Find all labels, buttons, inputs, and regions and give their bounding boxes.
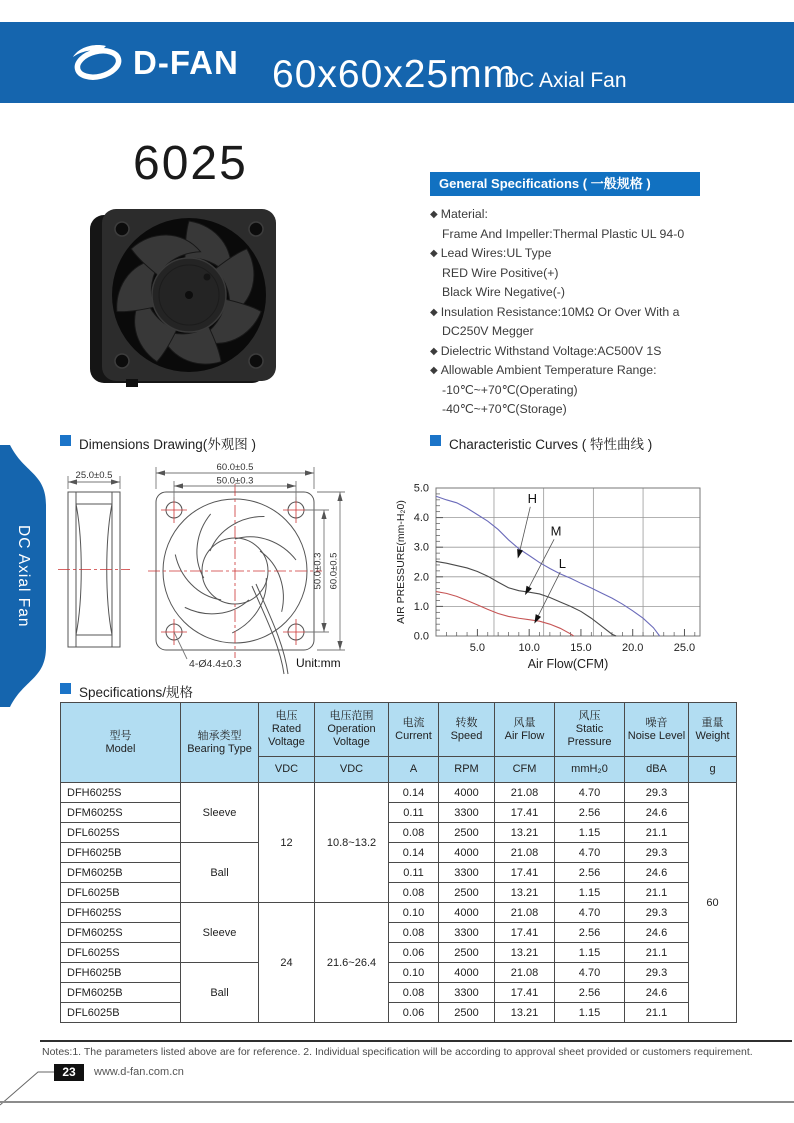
- cell: DFM6025S: [61, 923, 181, 943]
- table-row: [61, 783, 737, 803]
- cell: 17.41: [495, 803, 555, 823]
- blue-square-icon: [60, 683, 71, 694]
- table-row: [61, 903, 737, 923]
- spec-line: DC250V Megger: [442, 324, 534, 338]
- spec-line: RED Wire Positive(+): [442, 265, 559, 280]
- cell: 4.70: [555, 903, 625, 923]
- cell: DFM6025S: [61, 803, 181, 823]
- cell: DFL6025S: [61, 943, 181, 963]
- table-row: [61, 963, 737, 983]
- cell: 2500: [439, 943, 495, 963]
- general-specs-list: [430, 205, 760, 420]
- cell: 0.10: [389, 963, 439, 983]
- dimensions-drawing: [56, 460, 390, 682]
- table-row: [61, 1003, 737, 1023]
- brand-name: D-FAN: [133, 44, 239, 81]
- product-size: 60x60x25mm: [272, 53, 517, 96]
- unit-header: dBA: [625, 757, 689, 783]
- spec-line: -10℃~+70℃(Operating): [442, 382, 578, 397]
- svg-text:H: H: [527, 490, 537, 506]
- cell: 2500: [439, 1003, 495, 1023]
- characteristic-curves-chart: [392, 452, 722, 687]
- fan-swoosh-icon: [70, 42, 126, 84]
- cell-bearing: Sleeve: [181, 903, 259, 963]
- cell-range: 21.6~26.4: [315, 903, 389, 1023]
- cell: DFM6025B: [61, 983, 181, 1003]
- cell: 13.21: [495, 1003, 555, 1023]
- cell: 3300: [439, 803, 495, 823]
- cell: 0.08: [389, 823, 439, 843]
- blue-square-icon: [60, 435, 71, 446]
- unit-header: A: [389, 757, 439, 783]
- svg-text:10.0: 10.0: [518, 642, 540, 654]
- column-header: 转数 Speed: [439, 703, 495, 757]
- cell: DFL6025S: [61, 823, 181, 843]
- specifications-table: [60, 702, 737, 1023]
- column-header: 重量 Weight: [689, 703, 737, 757]
- cell-voltage: 12: [259, 783, 315, 903]
- cell: 29.3: [625, 843, 689, 863]
- cell: 24.6: [625, 863, 689, 883]
- svg-text:M: M: [550, 523, 562, 539]
- website-text: www.d-fan.com.cn: [94, 1066, 184, 1078]
- cell: DFH6025B: [61, 843, 181, 863]
- cell: 0.14: [389, 783, 439, 803]
- side-tab-label: DC Axial Fan: [15, 524, 32, 628]
- dim-width-inner-label: 50.0±0.3: [216, 475, 254, 487]
- table-row: [61, 943, 737, 963]
- spec-line: -40℃~+70℃(Storage): [442, 402, 567, 416]
- column-header: 噪音 Noise Level: [625, 703, 689, 757]
- cell: DFM6025B: [61, 863, 181, 883]
- cell: 21.08: [495, 843, 555, 863]
- unit-header: g: [689, 757, 737, 783]
- fan-product-image: [86, 203, 282, 389]
- cell: 0.06: [389, 1003, 439, 1023]
- table-row: [61, 863, 737, 883]
- spec-line: Black Wire Negative(-): [442, 285, 565, 299]
- cell: 2.56: [555, 803, 625, 823]
- top-banner: [0, 22, 794, 103]
- svg-text:5.0: 5.0: [469, 642, 486, 654]
- notes-text: Notes:1. The parameters listed above are for reference. 2. Individual specification will be according to approval sheet provided or customers requirement.: [42, 1046, 753, 1058]
- svg-text:1.0: 1.0: [413, 600, 429, 613]
- column-header: 风压 Static Pressure: [555, 703, 625, 757]
- cell: 17.41: [495, 863, 555, 883]
- cell-bearing: Sleeve: [181, 783, 259, 843]
- blue-square-icon: [430, 435, 441, 446]
- cell: 21.1: [625, 943, 689, 963]
- cell: 24.6: [625, 923, 689, 943]
- cell-voltage: 24: [259, 903, 315, 1023]
- general-specs-section: [430, 172, 760, 420]
- cell: 3300: [439, 983, 495, 1003]
- cell-range: 10.8~13.2: [315, 783, 389, 903]
- svg-text:3.0: 3.0: [413, 541, 429, 554]
- cell: 2500: [439, 883, 495, 903]
- cell: 4000: [439, 783, 495, 803]
- cell: 13.21: [495, 943, 555, 963]
- page-number-badge: 23: [54, 1064, 84, 1081]
- column-header: 电压 Rated Voltage: [259, 703, 315, 757]
- cell: 21.08: [495, 783, 555, 803]
- model-number-title: 6025: [133, 137, 248, 190]
- spec-line: Frame And Impeller:Thermal Plastic UL 94-0: [442, 226, 685, 241]
- cell: 4.70: [555, 783, 625, 803]
- cell: 0.14: [389, 843, 439, 863]
- cell: DFH6025B: [61, 963, 181, 983]
- brand-logo: [70, 42, 239, 84]
- svg-text:2.0: 2.0: [413, 571, 429, 584]
- product-type: DC Axial Fan: [504, 69, 627, 92]
- svg-text:Air Flow(CFM): Air Flow(CFM): [527, 657, 609, 671]
- cell: 13.21: [495, 883, 555, 903]
- cell: 2.56: [555, 863, 625, 883]
- cell-bearing: Ball: [181, 963, 259, 1023]
- unit-label: Unit:mm: [296, 656, 341, 670]
- cell: 1.15: [555, 1003, 625, 1023]
- table-row: [61, 823, 737, 843]
- cell: 1.15: [555, 823, 625, 843]
- cell: 1.15: [555, 943, 625, 963]
- cell: 2500: [439, 823, 495, 843]
- spec-line: ◆ Allowable Ambient Temperature Range:: [430, 363, 657, 377]
- svg-text:5.0: 5.0: [413, 482, 429, 495]
- cell: 0.08: [389, 923, 439, 943]
- column-header: 电流 Current: [389, 703, 439, 757]
- cell-bearing: Ball: [181, 843, 259, 903]
- cell: 24.6: [625, 983, 689, 1003]
- spec-line: ◆ Lead Wires:UL Type: [430, 246, 552, 260]
- cell: 0.11: [389, 803, 439, 823]
- cell: 3300: [439, 863, 495, 883]
- section-title-dimensions: Dimensions Drawing(外观图 ): [60, 433, 256, 453]
- svg-text:0.0: 0.0: [413, 630, 429, 643]
- cell: 2.56: [555, 923, 625, 943]
- cell: 4000: [439, 963, 495, 983]
- svg-text:L: L: [558, 555, 566, 571]
- cell: 0.10: [389, 903, 439, 923]
- unit-header: VDC: [315, 757, 389, 783]
- spec-line: ◆ Dielectric Withstand Voltage:AC500V 1S: [430, 343, 662, 358]
- svg-text:25.0: 25.0: [673, 642, 696, 654]
- cell: 4000: [439, 903, 495, 923]
- table-row: [61, 803, 737, 823]
- cell: 0.08: [389, 983, 439, 1003]
- unit-header: VDC: [259, 757, 315, 783]
- section-title-curves: Characteristic Curves ( 特性曲线 ): [430, 433, 652, 453]
- unit-header: mmH₂0: [555, 757, 625, 783]
- svg-text:4.0: 4.0: [413, 512, 429, 525]
- unit-header: RPM: [439, 757, 495, 783]
- cell: DFL6025B: [61, 1003, 181, 1023]
- cell: 21.08: [495, 903, 555, 923]
- cell: 21.1: [625, 883, 689, 903]
- table-row: [61, 923, 737, 943]
- cell: 17.41: [495, 983, 555, 1003]
- cell: 4000: [439, 843, 495, 863]
- column-header: 风量 Air Flow: [495, 703, 555, 757]
- cell: 21.1: [625, 1003, 689, 1023]
- svg-text:AIR PRESSURE(mm-H₂0): AIR PRESSURE(mm-H₂0): [395, 500, 407, 624]
- column-header: 电压范围 Operation Voltage: [315, 703, 389, 757]
- cell: 0.11: [389, 863, 439, 883]
- cell: 29.3: [625, 903, 689, 923]
- cell: 4.70: [555, 963, 625, 983]
- table-body: [61, 783, 737, 1023]
- general-specs-title: General Specifications ( 一般规格 ): [430, 172, 700, 196]
- cell: 21.08: [495, 963, 555, 983]
- cell: 2.56: [555, 983, 625, 1003]
- cell: 21.1: [625, 823, 689, 843]
- column-header: 型号 Model: [61, 703, 181, 783]
- column-header: 轴承类型 Bearing Type: [181, 703, 259, 783]
- cell: 3300: [439, 923, 495, 943]
- cell: 0.06: [389, 943, 439, 963]
- unit-header: CFM: [495, 757, 555, 783]
- section-title-specifications: Specifications/规格: [60, 681, 193, 701]
- table-row: [61, 883, 737, 903]
- cell: 24.6: [625, 803, 689, 823]
- cell: DFH6025S: [61, 783, 181, 803]
- dim-depth-label: 25.0±0.5: [75, 470, 113, 481]
- cell: 29.3: [625, 963, 689, 983]
- spec-line: ◆ Insulation Resistance:10MΩ Or Over With a: [430, 304, 680, 319]
- spec-line: ◆ Material:: [430, 207, 488, 221]
- svg-text:15.0: 15.0: [570, 642, 592, 654]
- cell: 0.08: [389, 883, 439, 903]
- cell: 29.3: [625, 783, 689, 803]
- svg-text:20.0: 20.0: [621, 642, 644, 654]
- cell: 17.41: [495, 923, 555, 943]
- cell: DFL6025B: [61, 883, 181, 903]
- table-row: [61, 843, 737, 863]
- cell: 1.15: [555, 883, 625, 903]
- table-header: [61, 703, 737, 783]
- cell: 4.70: [555, 843, 625, 863]
- cell: DFH6025S: [61, 903, 181, 923]
- table-row: [61, 983, 737, 1003]
- cell: 13.21: [495, 823, 555, 843]
- dim-height-outer-label: 60.0±0.5: [328, 552, 340, 590]
- notes-divider: [40, 1040, 792, 1042]
- cell-weight: 60: [689, 783, 737, 1023]
- bottom-divider: [0, 1101, 794, 1103]
- dim-height-inner-label: 50.0±0.3: [312, 552, 324, 590]
- dim-width-outer-label: 60.0±0.5: [216, 462, 254, 473]
- holes-label: 4-Ø4.4±0.3: [189, 658, 242, 670]
